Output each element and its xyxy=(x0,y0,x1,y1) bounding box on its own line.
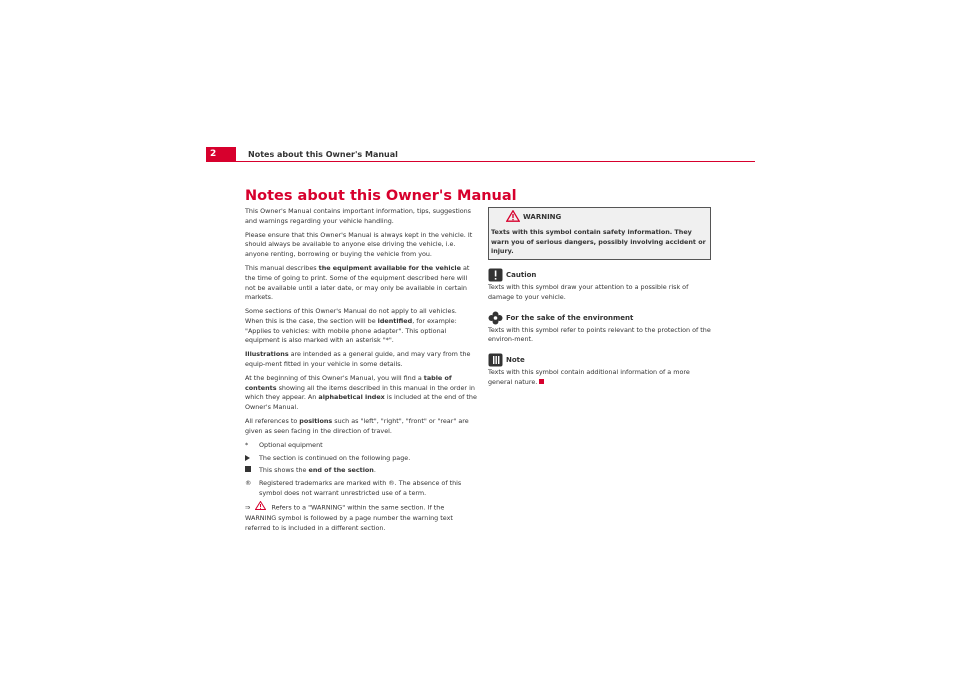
environment-title: For the sake of the environment xyxy=(506,313,634,322)
legend-warning-reference: ⇒ Refers to a "WARNING" within the same section. If the WARNING symbol is followed by a page number the warning text referred to is included in a different section. xyxy=(245,501,477,533)
page-number: 2 xyxy=(210,149,217,159)
note-section xyxy=(488,353,713,387)
equipment-paragraph: This manual describes the equipment available for the vehicle at the time of going to print. Some of the equipment described here will not be available until a later date, or may only be available in certain markets. xyxy=(245,264,470,302)
continued-arrow-icon xyxy=(245,454,250,464)
warning-box xyxy=(488,207,711,260)
caution-section xyxy=(488,268,713,302)
legend-optional-equipment: * Optional equipment xyxy=(245,440,323,449)
environment-flower-icon xyxy=(488,311,503,329)
end-of-section-icon xyxy=(245,466,251,476)
positions-paragraph: All references to positions such as "left", "right", "front" or "rear" are given as seen facing in the direction of travel. xyxy=(245,417,469,435)
asterisk-mark: * xyxy=(245,440,249,449)
caution-title: Caution xyxy=(506,271,537,280)
note-title: Note xyxy=(506,355,525,364)
note-icon xyxy=(488,353,503,371)
note-text: Texts with this symbol contain additional information of a more general nature. xyxy=(488,367,690,386)
caution-icon xyxy=(488,268,503,286)
page-number-tab xyxy=(206,147,236,162)
left-column xyxy=(245,207,477,533)
warning-triangle-icon xyxy=(506,210,520,226)
identified-paragraph: Some sections of this Owner's Manual do not apply to all vehicles. When this is the case, the section will be identified, for example: "Applies to vehicles: with mobile phone adapter". This optional equipment is also marked with an asterisk "*". xyxy=(245,307,457,345)
warning-label: WARNING xyxy=(523,213,562,221)
caution-text: Texts with this symbol draw your attention to a possible risk of damage to your vehicle. xyxy=(488,283,689,301)
end-of-section-icon xyxy=(539,379,544,384)
keep-in-vehicle-paragraph: Please ensure that this Owner's Manual is always kept in the vehicle. It should always be available to anyone else driving the vehicle, i.e. anyone renting, borrowing or buying the vehicle from you. xyxy=(245,230,473,259)
intro-paragraph: This Owner's Manual contains important information, tips, suggestions and warnings regarding your vehicle handling. xyxy=(245,207,472,225)
illustrations-paragraph: Illustrations are intended as a general guide, and may vary from the equip-ment fitted in your vehicle in some details. xyxy=(245,350,471,369)
environment-section xyxy=(488,311,713,345)
page-title: Notes about this Owner's Manual xyxy=(245,188,517,204)
registered-mark: ® xyxy=(245,478,252,487)
right-column xyxy=(488,207,713,387)
note-text-block xyxy=(488,368,713,387)
contents-paragraph: At the beginning of this Owner's Manual, you will find a table of contents showing all the items described in this manual in the order in which they appear. An alphabetical index is included at the end of the Owner's Manual. xyxy=(245,374,477,412)
running-header: Notes about this Owner's Manual xyxy=(248,150,398,159)
warning-triangle-icon xyxy=(255,501,266,514)
legend-continued: The section is continued on the following page. xyxy=(245,454,477,464)
legend-registered: ® Registered trademarks are marked with ®. The absence of this symbol does not warrant unrestricted use of a term. xyxy=(245,478,462,497)
warning-text: Texts with this symbol contain safety information. They warn you of serious dangers, possibly involving accident or injury. xyxy=(491,228,706,256)
environment-text: Texts with this symbol refer to points relevant to the protection of the environ-ment. xyxy=(488,325,711,344)
header-rule xyxy=(206,161,755,162)
legend-end-of-section: This shows the end of the section. xyxy=(245,466,477,476)
reference-arrow: ⇒ xyxy=(245,503,251,512)
